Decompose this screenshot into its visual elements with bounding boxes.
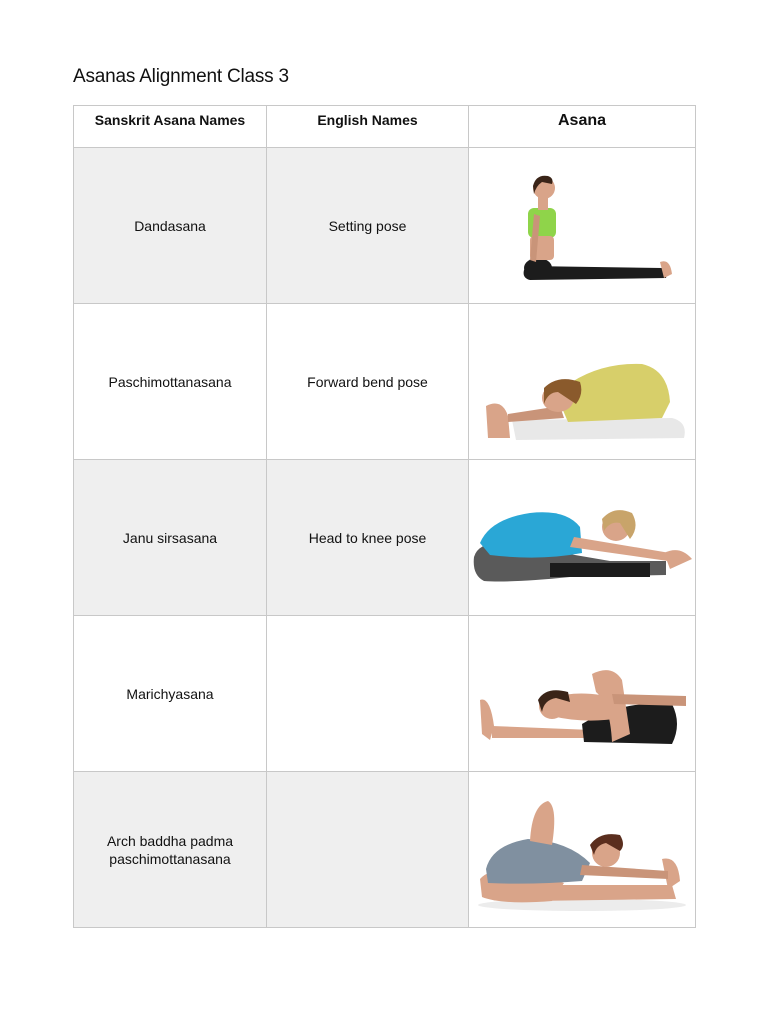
sanskrit-name: Marichyasana <box>126 685 214 702</box>
asana-image-cell <box>469 616 696 772</box>
table-row <box>74 460 696 616</box>
table-header-row <box>74 106 696 148</box>
table-row <box>74 304 696 460</box>
english-name: Forward bend pose <box>307 373 428 390</box>
english-name: Head to knee pose <box>308 529 427 546</box>
sanskrit-name: Dandasana <box>134 217 206 234</box>
sanskrit-name-cell <box>74 304 267 460</box>
sanskrit-name-cell <box>74 772 267 928</box>
head-to-knee-pose-photo <box>470 483 694 593</box>
english-name-cell <box>267 304 469 460</box>
english-name-cell <box>267 460 469 616</box>
english-name-cell <box>267 148 469 304</box>
asana-image-cell <box>469 460 696 616</box>
header-sanskrit: Sanskrit Asana Names <box>74 106 267 148</box>
asana-table <box>73 105 696 928</box>
table-row <box>74 772 696 928</box>
header-asana: Asana <box>469 106 696 148</box>
header-english: English Names <box>267 106 469 148</box>
sanskrit-name: Paschimottanasana <box>108 373 232 390</box>
half-bound-lotus-forward-bend-photo <box>472 785 692 915</box>
marichyasana-pose-photo <box>472 634 692 754</box>
sanskrit-name: Arch baddha padma paschimottanasana <box>106 832 234 867</box>
sanskrit-name-cell <box>74 460 267 616</box>
document-title: Asanas Alignment Class 3 <box>73 66 289 87</box>
sanskrit-name-cell <box>74 616 267 772</box>
seated-forward-bend-photo <box>472 322 692 442</box>
sanskrit-name: Janu sirsasana <box>122 529 218 546</box>
english-name-cell <box>267 616 469 772</box>
table-row <box>74 616 696 772</box>
seated-staff-pose-photo <box>482 156 682 296</box>
sanskrit-name-cell <box>74 148 267 304</box>
asana-image-cell <box>469 772 696 928</box>
asana-image-cell <box>469 304 696 460</box>
table-row <box>74 148 696 304</box>
english-name-cell <box>267 772 469 928</box>
asana-image-cell <box>469 148 696 304</box>
english-name: Setting pose <box>328 217 407 234</box>
